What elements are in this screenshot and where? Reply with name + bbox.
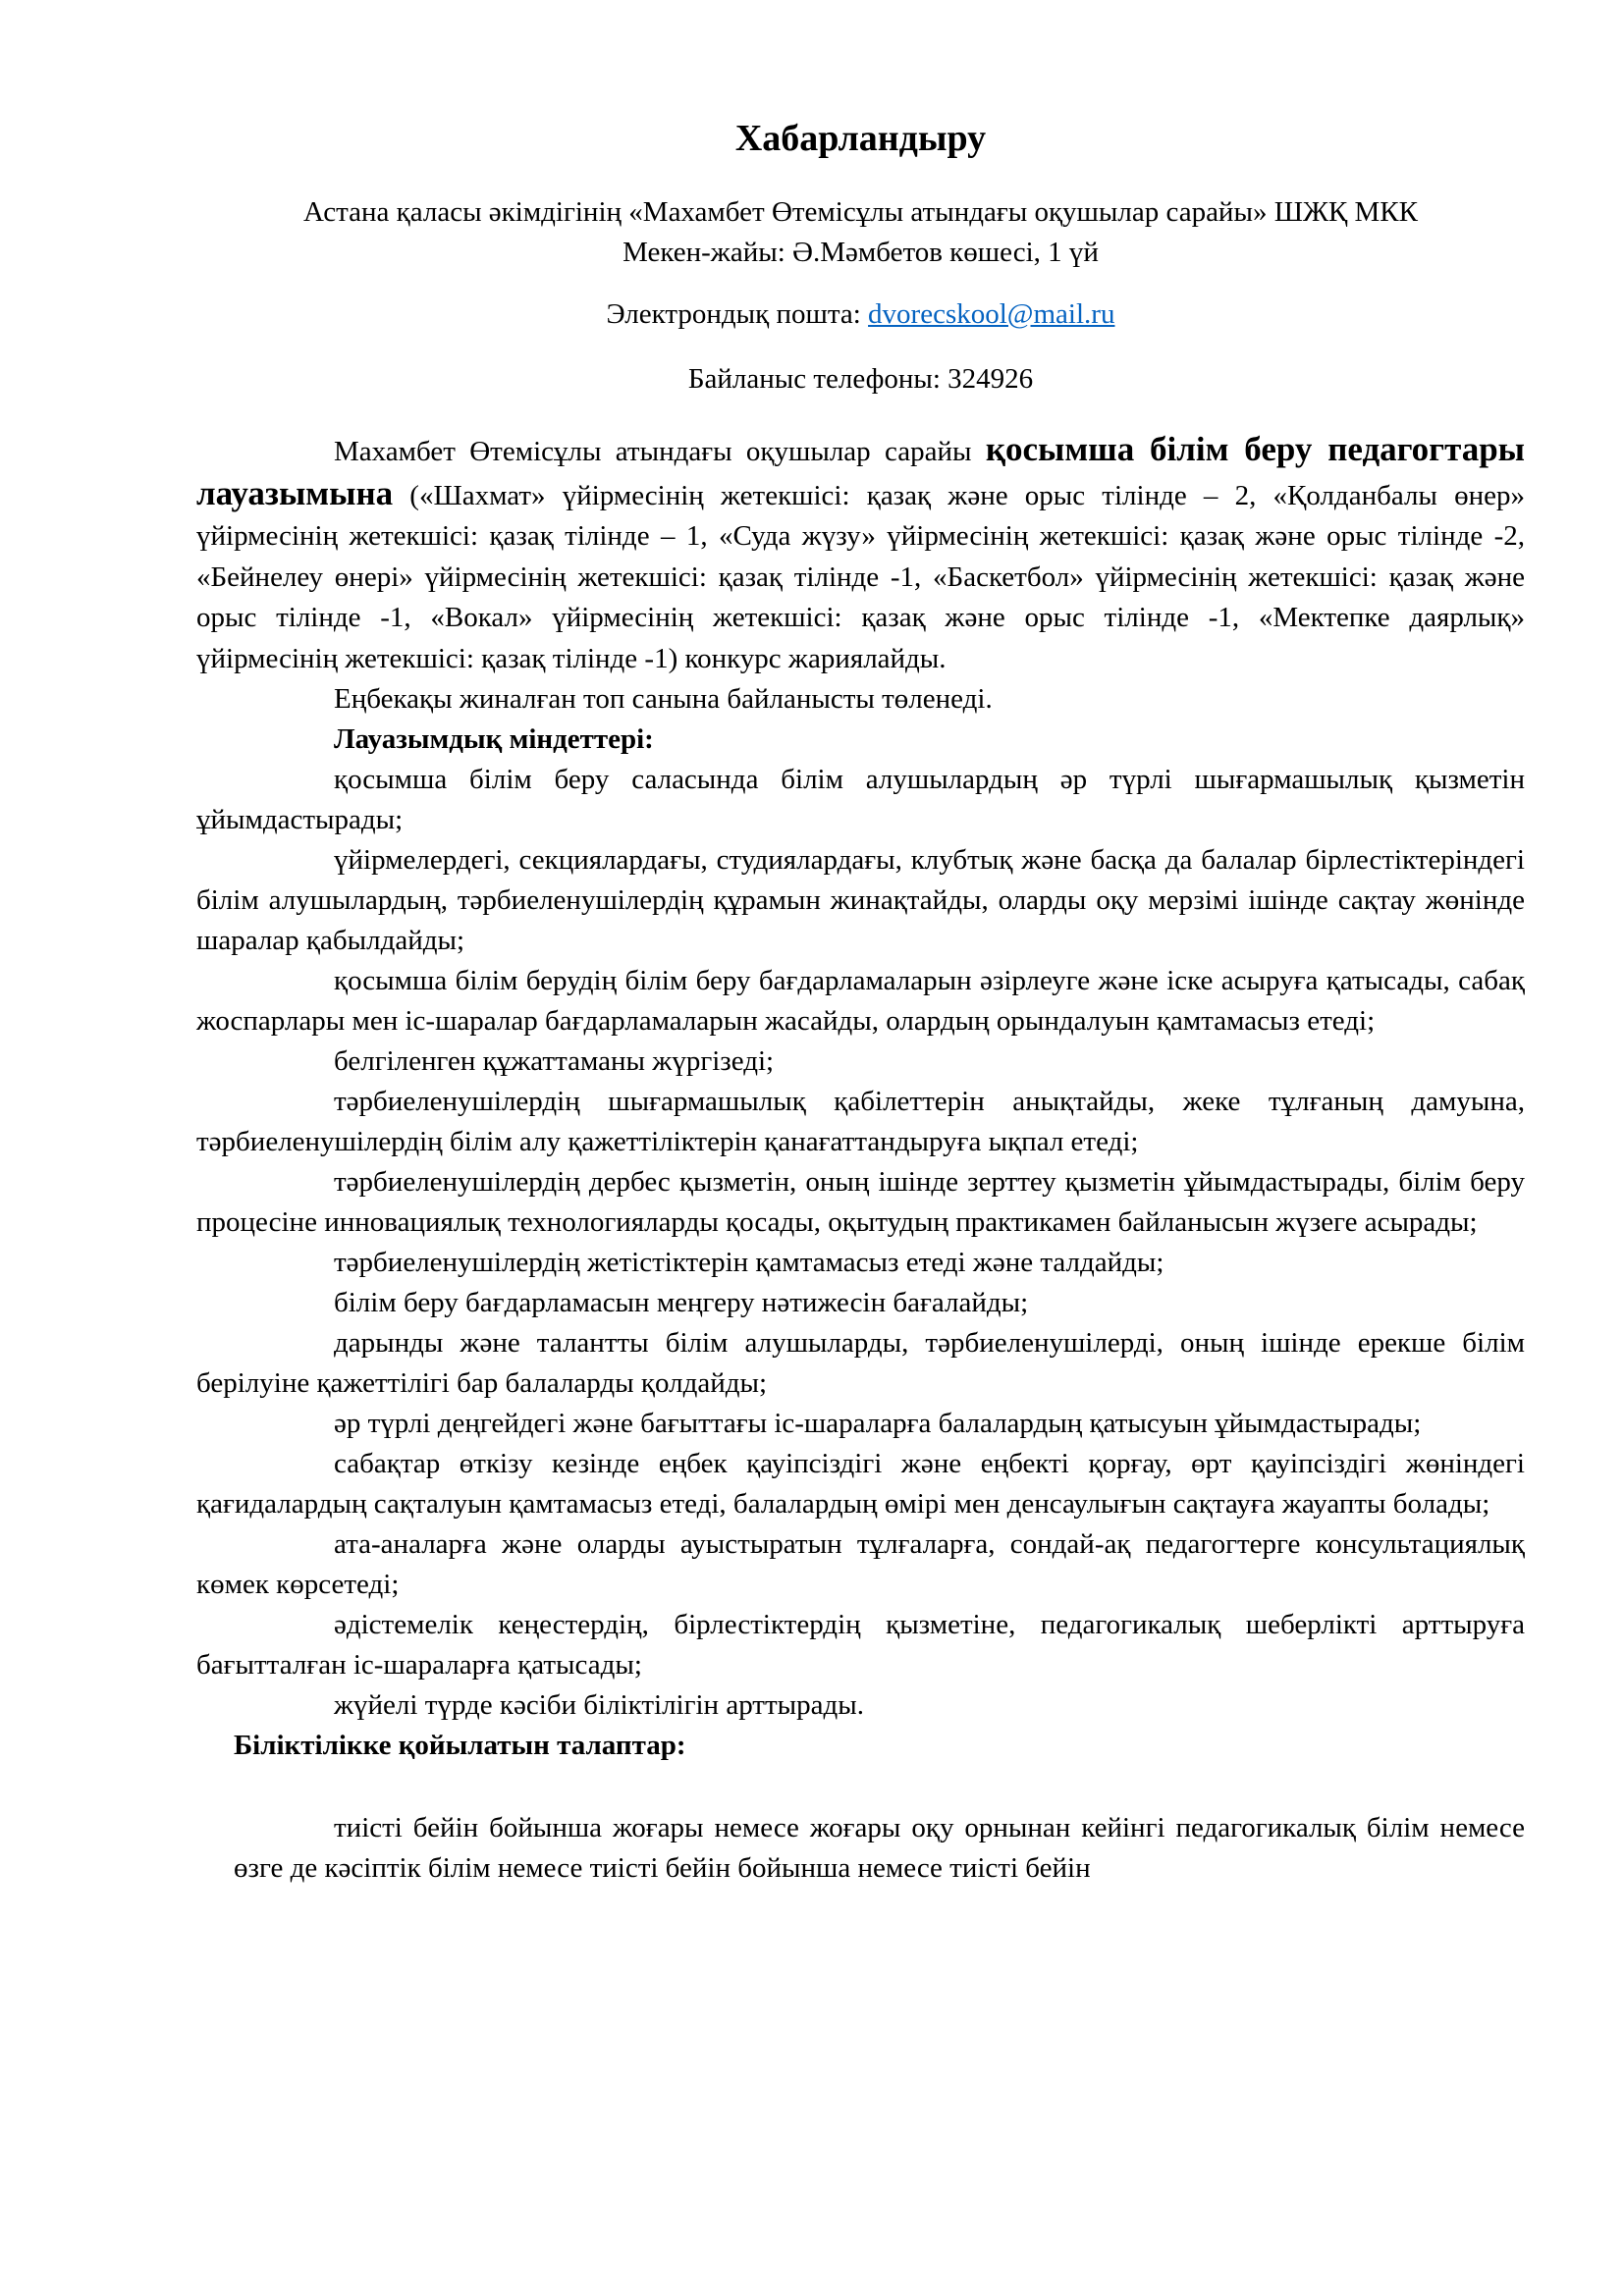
email-line — [187, 294, 1535, 335]
document-body — [196, 429, 1525, 1889]
duty-item: тәрбиеленушілердің жетістіктерін қамтамасыз етеді және талдайды; — [334, 1247, 1164, 1278]
address-line: Мекен-жайы: Ә.Мәмбетов көшесі, 1 үй — [623, 237, 1099, 268]
duty-item: үйірмелердегі, секциялардағы, студиялардағы, клубтық және басқа да балалар бірлестіктеріндегі білім алушылардың, тәрбиеленушілердің құрамын жинақтайды, оларды оқу мерзімі ішінде сақтау жөнінде шаралар қабылдайды; — [196, 844, 1525, 956]
phone-line: Байланыс телефоны: 324926 — [687, 363, 1034, 395]
duty-item: белгіленген құжаттаманы жүргізеді; — [334, 1045, 775, 1077]
email-label: Электрондық пошта: — [606, 298, 869, 330]
duty-item: дарынды және талантты білім алушыларды, тәрбиеленушілерді, оның ішінде ерекше білім берілуіне қажеттілігі бар балаларды қолдайды; — [196, 1327, 1525, 1399]
duty-item: тәрбиеленушілердің шығармашылық қабілеттерін анықтайды, жеке тұлғаның дамуына, тәрбиеленушілердің білім алу қажеттіліктерін қанағаттандыруға ықпал етеді; — [196, 1086, 1525, 1157]
intro-lead: Махамбет Өтемісұлы атындағы оқушылар сарайы — [334, 436, 986, 467]
intro-bold-position: қосымша білім беру педагогтары лауазымына — [196, 430, 1525, 512]
duties-heading: Лауазымдық міндеттері: — [334, 723, 654, 755]
duty-item: әр түрлі деңгейдегі және бағыттағы іс-шараларға балалардың қатысуын ұйымдастырады; — [334, 1408, 1422, 1439]
duty-item: ата-аналарға және оларды ауыстыратын тұлғаларға, сондай-ақ педагогтерге консультациялық көмек көрсетеді; — [196, 1528, 1525, 1600]
intro-paragraph — [196, 429, 1525, 679]
email-link[interactable]: dvorecskool@mail.ru — [868, 298, 1115, 330]
intro-clubs-list: («Шахмат» үйірмесінің жетекшісі: қазақ және орыс тілінде – 2, «Қолданбалы өнер» үйірмесінің жетекшісі: қазақ тілінде – 1, «Суда жүзу» үйірмесінің жетекшісі: қазақ және орыс тілінде -2, «Бейнелеу өнері» үйірмесінің жетекшісі: қазақ тілінде -1, «Баскетбол» үйірмесінің жетекшісі: қазақ және орыс тілінде -1, «Вокал» үйірмесінің жетекшісі: қазақ және орыс тілінде -1, «Мектепке даярлық» үйірмесінің жетекшісі: қазақ тілінде -1) конкурс жариялайды. — [196, 479, 1525, 674]
duty-item: білім беру бағдарламасын меңгеру нәтижесін бағалайды; — [334, 1287, 1029, 1318]
qualification-heading: Біліктілікке қойылатын талаптар: — [234, 1730, 686, 1761]
duty-item: тәрбиеленушілердің дербес қызметін, оның ішінде зерттеу қызметін ұйымдастырады, білім беру процесіне инновациялық технологияларды қосады, оқытудың практикамен байланысын жүзеге асырады; — [196, 1166, 1525, 1238]
duty-item: қосымша білім беру саласында білім алушылардың әр түрлі шығармашылық қызметін ұйымдастырады; — [196, 764, 1525, 835]
duty-item: қосымша білім берудің білім беру бағдарламаларын әзірлеуге және іске асыруға қатысады, сабақ жоспарлары мен іс-шаралар бағдарламаларын жасайды, олардың орындалуын қамтамасыз етеді; — [196, 965, 1525, 1037]
spacer — [196, 1766, 1525, 1808]
organization-name: Астана қаласы әкімдігінің «Махамбет Өтемісұлы атындағы оқушылар сарайы» ШЖҚ МКК — [303, 196, 1418, 228]
document-title: Хабарландыру — [734, 118, 987, 159]
salary-note: Еңбекақы жиналған топ санына байланысты төленеді. — [334, 683, 993, 715]
duty-item: сабақтар өткізу кезінде еңбек қауіпсіздігі және еңбекті қорғау, өрт қауіпсіздігі жөніндегі қағидалардың сақталуын қамтамасыз етеді, балалардың өмірі мен денсаулығын сақтауға жауапты болады; — [196, 1448, 1525, 1520]
duty-item: жүйелі түрде кәсіби біліктілігін арттырады. — [334, 1689, 864, 1721]
qualification-text: тиісті бейін бойынша жоғары немесе жоғары оқу орнынан кейінгі педагогикалық білім немесе өзге де кәсіптік білім немесе тиісті бейін бойынша немесе тиісті бейін — [234, 1812, 1525, 1884]
duty-item: әдістемелік кеңестердің, бірлестіктердің қызметіне, педагогикалық шеберлікті арттыруға бағытталған іс-шараларға қатысады; — [196, 1609, 1525, 1681]
